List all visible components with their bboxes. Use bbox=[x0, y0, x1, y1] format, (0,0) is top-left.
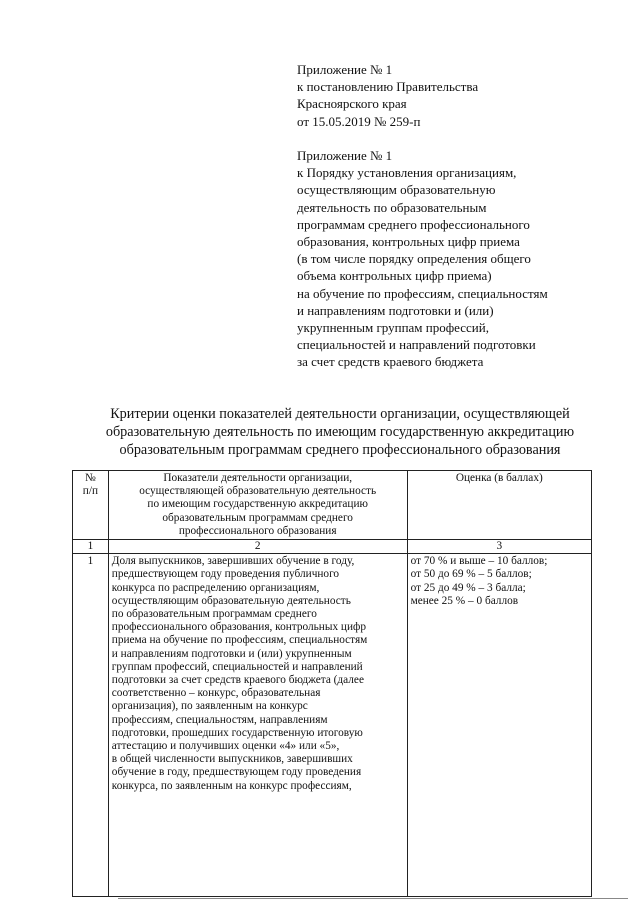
header-number bbox=[73, 471, 109, 540]
indicator-line: подготовки за счет средств краевого бюджета (далее bbox=[111, 674, 364, 687]
header-indicator-line: осуществляющей образовательную деятельность bbox=[139, 485, 377, 498]
indicator-cell bbox=[108, 554, 407, 897]
appendix-2-line: на обучение по профессиям, специальностям bbox=[297, 285, 548, 301]
appendix-1-line: Приложение № 1 bbox=[297, 62, 393, 77]
appendix-1-line: от 15.05.2019 № 259-п bbox=[297, 113, 421, 129]
appendix-2-line: Приложение № 1 bbox=[297, 148, 393, 163]
indicator-line: организация), по заявленным на конкурс bbox=[111, 700, 308, 713]
indicator-line: конкурса по распределению организациям, bbox=[111, 581, 320, 594]
header-score-line: Оценка (в баллах) bbox=[455, 472, 543, 484]
indicator-line: Доля выпускников, завершивших обучение в году, bbox=[111, 555, 355, 568]
table-header-row bbox=[73, 471, 592, 540]
appendix-2-line: объема контрольных цифр приема) bbox=[297, 268, 492, 284]
column-number-row bbox=[73, 540, 592, 554]
header-indicator-line: по имеющим государственную аккредитацию bbox=[147, 498, 368, 511]
appendix-1-line: Красноярского края bbox=[297, 96, 407, 112]
appendix-2-line: программам среднего профессионального bbox=[297, 216, 530, 232]
indicator-line: осуществляющим образовательную деятельность bbox=[111, 594, 351, 607]
score-line: от 70 % и выше – 10 баллов; bbox=[410, 555, 548, 568]
appendix-1-block bbox=[297, 61, 632, 130]
indicator-line: подготовки, прошедших государственную итоговую bbox=[111, 726, 363, 739]
header-number-line: № bbox=[85, 472, 96, 484]
score-line: от 25 до 49 % – 3 балла; bbox=[410, 581, 526, 594]
column-number-cell: 3 bbox=[407, 540, 591, 554]
indicator-line: предшествующем году проведения публичного bbox=[111, 568, 340, 581]
indicator-line: по образовательным программам среднего bbox=[111, 608, 317, 621]
column-number-cell: 2 bbox=[108, 540, 407, 554]
appendix-1-line: к постановлению Правительства bbox=[297, 79, 479, 95]
title-line: Критерии оценки показателей деятельности организации, осуществляющей bbox=[110, 406, 570, 422]
indicator-line: в общей численности выпускников, завершивших bbox=[111, 753, 353, 766]
appendix-2-line: деятельность по образовательным bbox=[297, 199, 487, 215]
indicator-line: обучение в году, предшествующем году проведения bbox=[111, 766, 362, 779]
appendix-2-line: за счет средств краевого бюджета bbox=[297, 354, 484, 370]
header-score bbox=[407, 471, 591, 540]
title-line: образовательную деятельность по имеющим государственную аккредитацию bbox=[105, 424, 575, 440]
indicator-line: приема на обучение по профессиям, специальностям bbox=[111, 634, 368, 647]
score-line: менее 25 % – 0 баллов bbox=[410, 594, 519, 607]
indicator-line: профессиям, специальностям, направлениям bbox=[111, 713, 328, 726]
row-number: 1 bbox=[73, 554, 109, 897]
indicator-line: профессионального образования, контрольных цифр bbox=[111, 621, 366, 634]
appendix-2-block bbox=[297, 147, 632, 371]
document-title bbox=[60, 405, 620, 459]
appendix-2-line: осуществляющим образовательную bbox=[297, 182, 496, 198]
indicator-line: группам профессий, специальностей и направлений bbox=[111, 660, 363, 673]
title-line: образовательным программам среднего профессионального образования bbox=[119, 442, 561, 458]
table-row bbox=[73, 554, 592, 897]
indicator-line: соответственно – конкурс, образовательная bbox=[111, 687, 321, 700]
appendix-2-line: укрупненным группам профессий, bbox=[297, 320, 489, 336]
header-indicator bbox=[108, 471, 407, 540]
column-number-cell: 1 bbox=[73, 540, 109, 554]
appendix-2-line: образования, контрольных цифр приема bbox=[297, 234, 520, 250]
header-indicator-line: образовательным программам среднего bbox=[162, 511, 353, 524]
appendix-2-line: (в том числе порядку определения общего bbox=[297, 251, 531, 267]
indicator-line: конкурса, по заявленным на конкурс профессиям, bbox=[111, 779, 352, 792]
criteria-table bbox=[72, 470, 592, 897]
header-indicator-line: Показатели деятельности организации, bbox=[163, 472, 353, 484]
appendix-2-line: специальностей и направлений подготовки bbox=[297, 337, 536, 353]
appendix-2-line: и направлениям подготовки и (или) bbox=[297, 302, 494, 318]
header-number-line: п/п bbox=[82, 485, 99, 498]
bottom-divider bbox=[118, 898, 628, 899]
appendix-2-line: к Порядку установления организациям, bbox=[297, 165, 517, 181]
indicator-line: аттестацию и получивших оценки «4» или «5», bbox=[111, 740, 340, 753]
header-indicator-line: профессионального образования bbox=[178, 524, 337, 537]
score-line: от 50 до 69 % – 5 баллов; bbox=[410, 568, 532, 581]
score-cell bbox=[407, 554, 591, 897]
indicator-line: и направлениям подготовки и (или) укрупненным bbox=[111, 647, 352, 660]
